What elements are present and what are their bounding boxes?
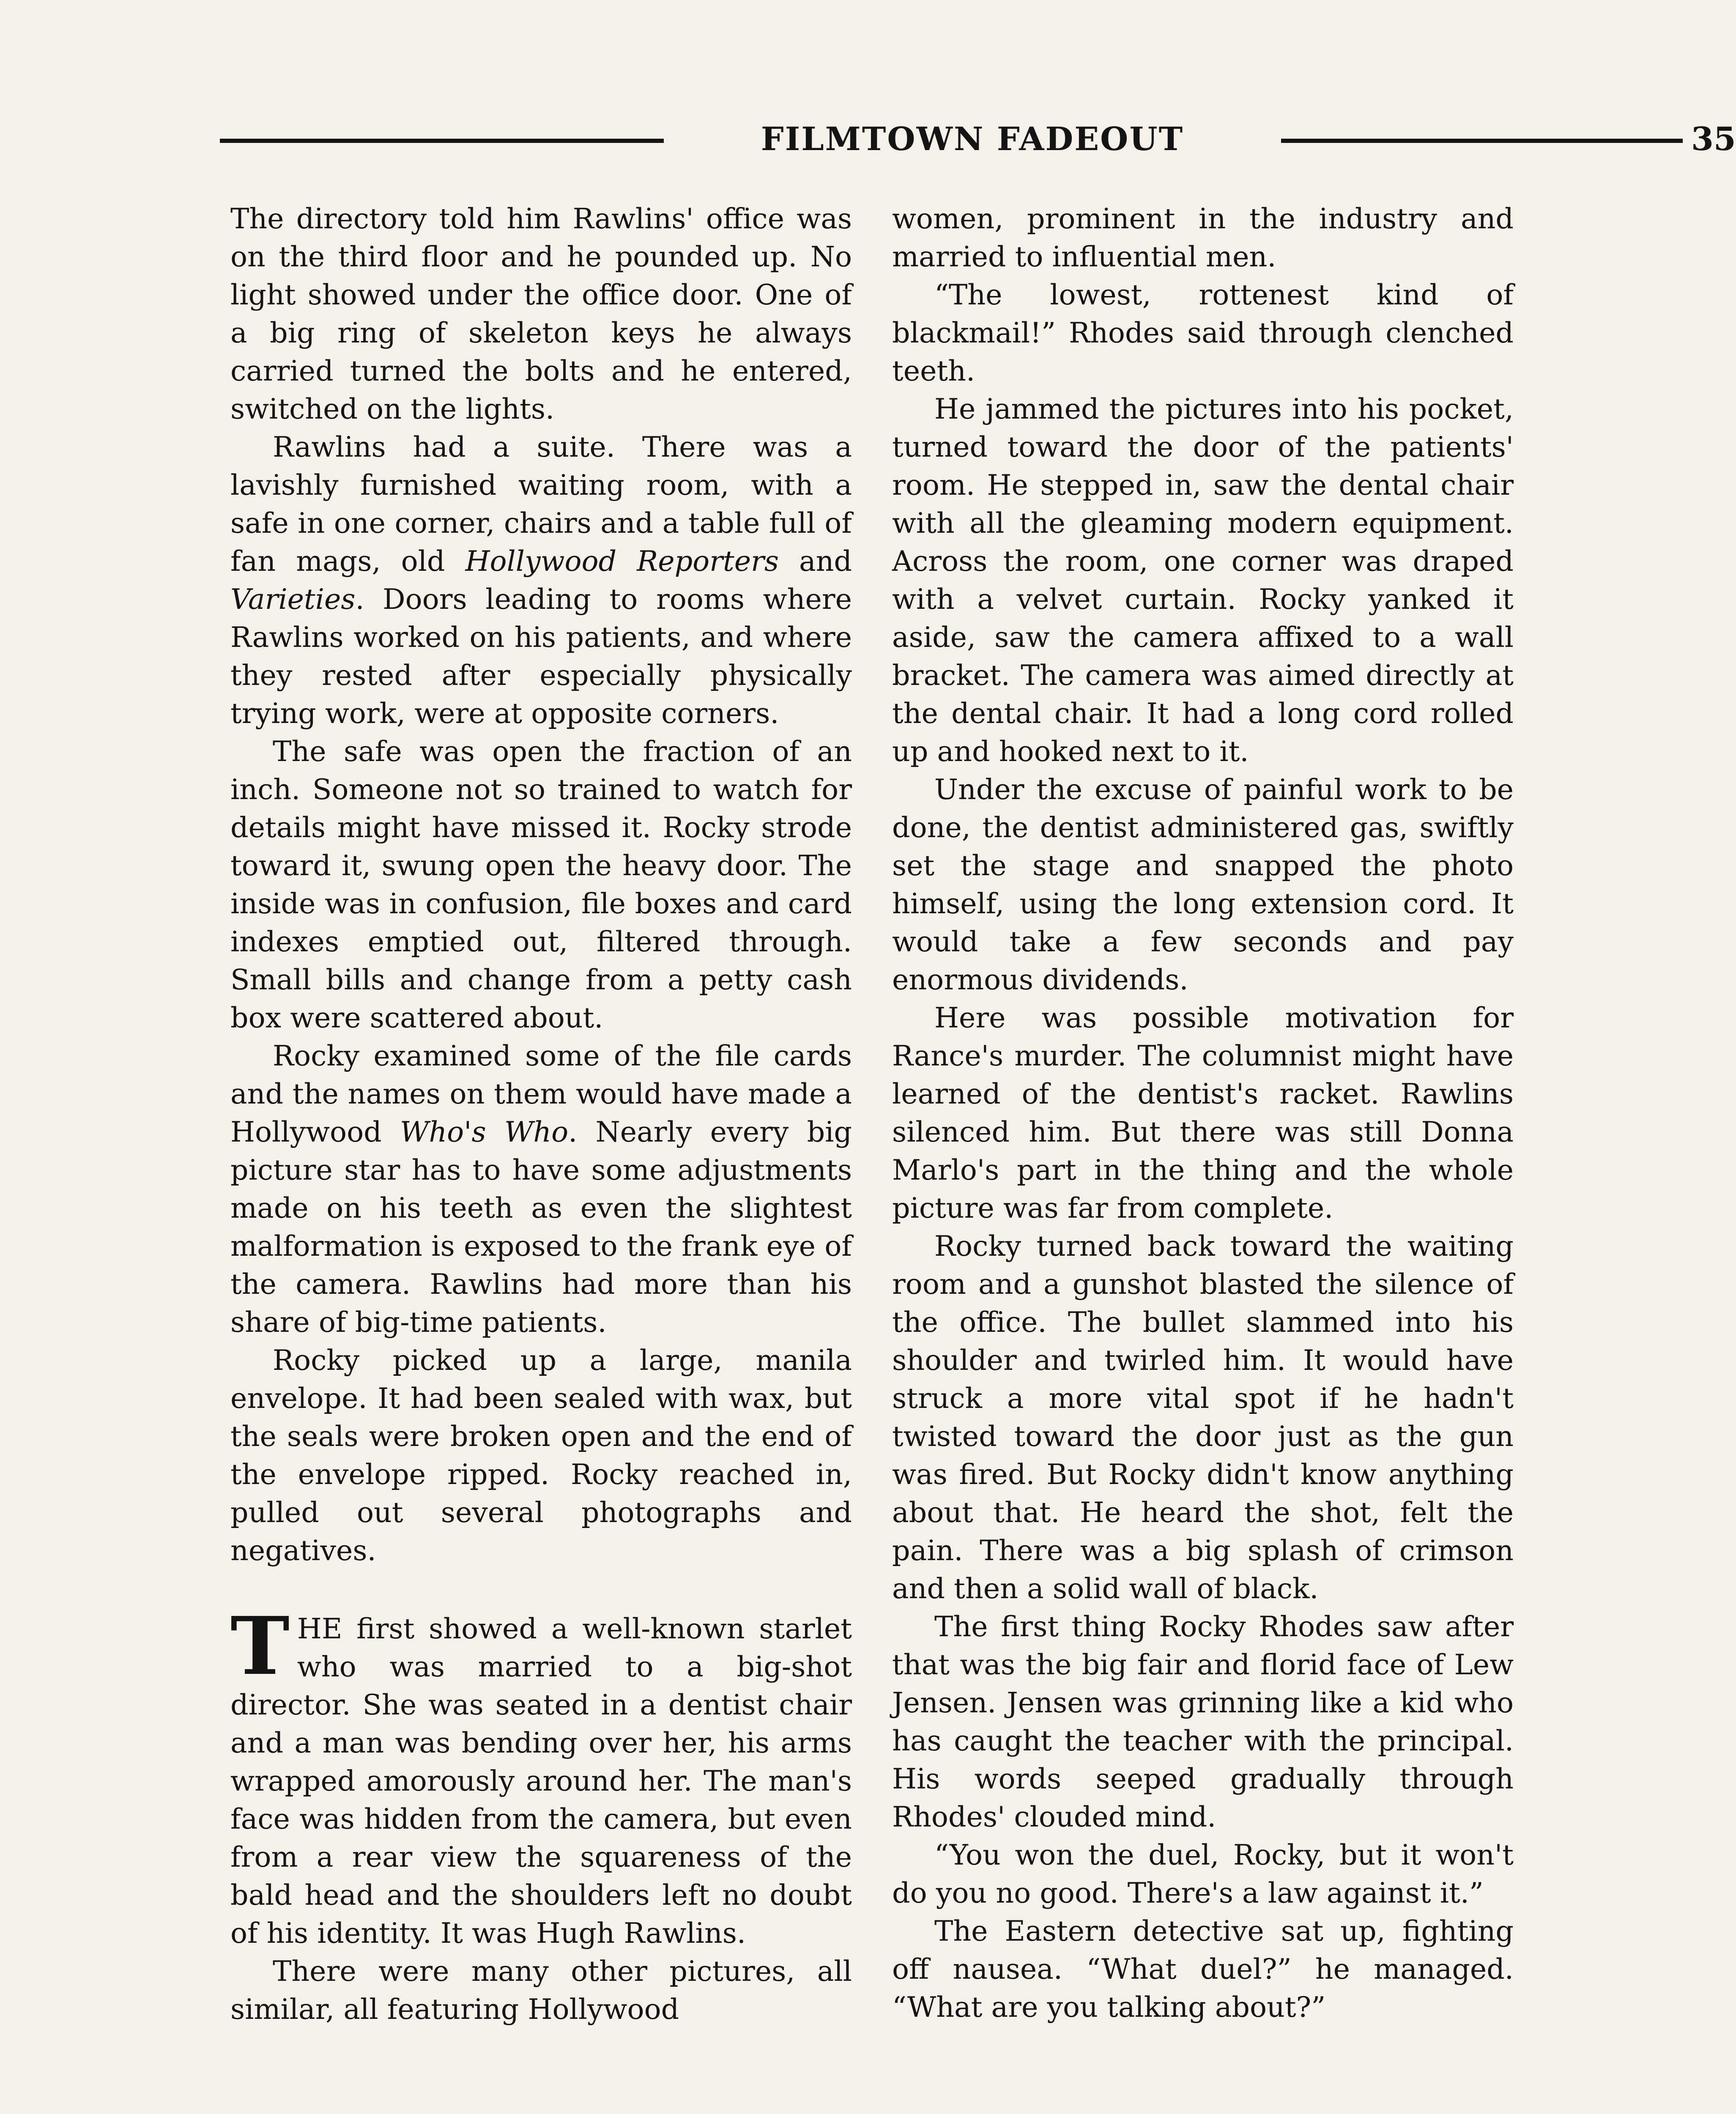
paragraph: The Eastern detective sat up, fighting off nausea. “What duel?” he managed. “What are you talking about?”	[892, 1914, 1514, 2024]
paragraph: He jammed the pictures into his pocket, turned toward the door of the patients' room. He stepped in, saw the dental chair with all the gleaming modern equipment. Across the room, one corner was draped with a velvet curtain. Rocky yanked it aside, saw the camera affixed to a wall bracket. The camera was aimed directly at the dental chair. It had a long cord rolled up and hooked next to it.	[892, 392, 1514, 768]
paragraph: The safe was open the fraction of an inch. Someone not so trained to watch for details might have missed it. Rocky strode toward it, swung open the heavy door. The inside was in confusion, file boxes and card indexes emptied out, filtered through. Small bills and change from a petty cash box were scattered about.	[230, 735, 852, 1034]
paragraph: Rocky picked up a large, manila envelope. It had been sealed with wax, but the seals were broken open and the end of the envelope ripped. Rocky reached in, pulled out several photographs and negatives.	[230, 1344, 852, 1567]
paragraph: There were many other pictures, all similar, all featuring Hollywood	[230, 1955, 852, 2026]
paragraph: Rocky turned back toward the waiting room and a gunshot blasted the silence of the office. The bullet slammed into his shoulder and twirled him. It would have struck a more vital spot if he hadn't twisted toward the door just as the gun was fired. But Rocky didn't know anything about that. He heard the shot, felt the pain. There was a big splash of crimson and then a solid wall of black.	[892, 1230, 1514, 1605]
left-column	[230, 200, 852, 2028]
paragraph: Under the excuse of painful work to be done, the dentist administered gas, swiftly set the stage and snapped the photo himself, using the long extension cord. It would take a few seconds and pay enormous dividends.	[892, 773, 1514, 996]
page-header	[220, 111, 1736, 166]
header-rule-left	[220, 139, 664, 143]
right-column	[892, 200, 1514, 2026]
paragraph: THE first showed a well-known starlet who was married to a big-shot director. She was seated in a dentist chair and a man was bending over her, his arms wrapped amorously around her. The man's face was hidden from the camera, but even from a rear view the squareness of the bald head and the shoulders left no doubt of his identity. It was Hugh Rawlins.	[230, 1599, 852, 1950]
italic-title: Hollywood Reporters	[465, 545, 779, 578]
italic-title: Varieties	[230, 583, 356, 616]
running-title: FILMTOWN FADEOUT	[761, 120, 1184, 158]
paragraph: The directory told him Rawlins' office was on the third floor and he pounded up. No light showed under the office door. One of a big ring of skeleton keys he always carried turned the bolts and he entered, switched on the lights.	[230, 202, 852, 425]
paragraph: “You won the duel, Rocky, but it won't do you no good. There's a law against it.”	[892, 1838, 1514, 1909]
paragraph: Here was possible motivation for Rance's murder. The columnist might have learned of the dentist's racket. Rawlins silenced him. But there was still Donna Marlo's part in the thing and the whole picture was far from complete.	[892, 1001, 1514, 1224]
paragraph: Rocky examined some of the file cards and the names on them would have made a Hollywood Who's Who. Nearly every big picture star has to have some adjustments made on his teeth as even the slightest malformation is exposed to the frank eye of the camera. Rawlins had more than his share of big-time patients.	[230, 1039, 852, 1339]
italic-title: Who's Who	[400, 1115, 569, 1148]
page-number: 35	[1691, 120, 1736, 158]
header-rule-right	[1281, 139, 1683, 143]
paragraph: “The lowest, rottenest kind of blackmail!” Rhodes said through clenched teeth.	[892, 278, 1514, 387]
paragraph: Rawlins had a suite. There was a lavishly furnished waiting room, with a safe in one corner, chairs and a table full of fan mags, old Hollywood Reporters and Varieties. Doors leading to rooms where Rawlins worked on his patients, and where they rested after especially physically trying work, were at opposite corners.	[230, 430, 852, 730]
drop-cap: T	[230, 1599, 290, 1693]
section-break	[230, 1569, 852, 1610]
paragraph: The first thing Rocky Rhodes saw after that was the big fair and florid face of Lew Jensen. Jensen was grinning like a kid who has caught the teacher with the principal. His words seeped gradually through Rhodes' clouded mind.	[892, 1610, 1514, 1833]
paragraph: women, prominent in the industry and married to influential men.	[892, 202, 1514, 273]
